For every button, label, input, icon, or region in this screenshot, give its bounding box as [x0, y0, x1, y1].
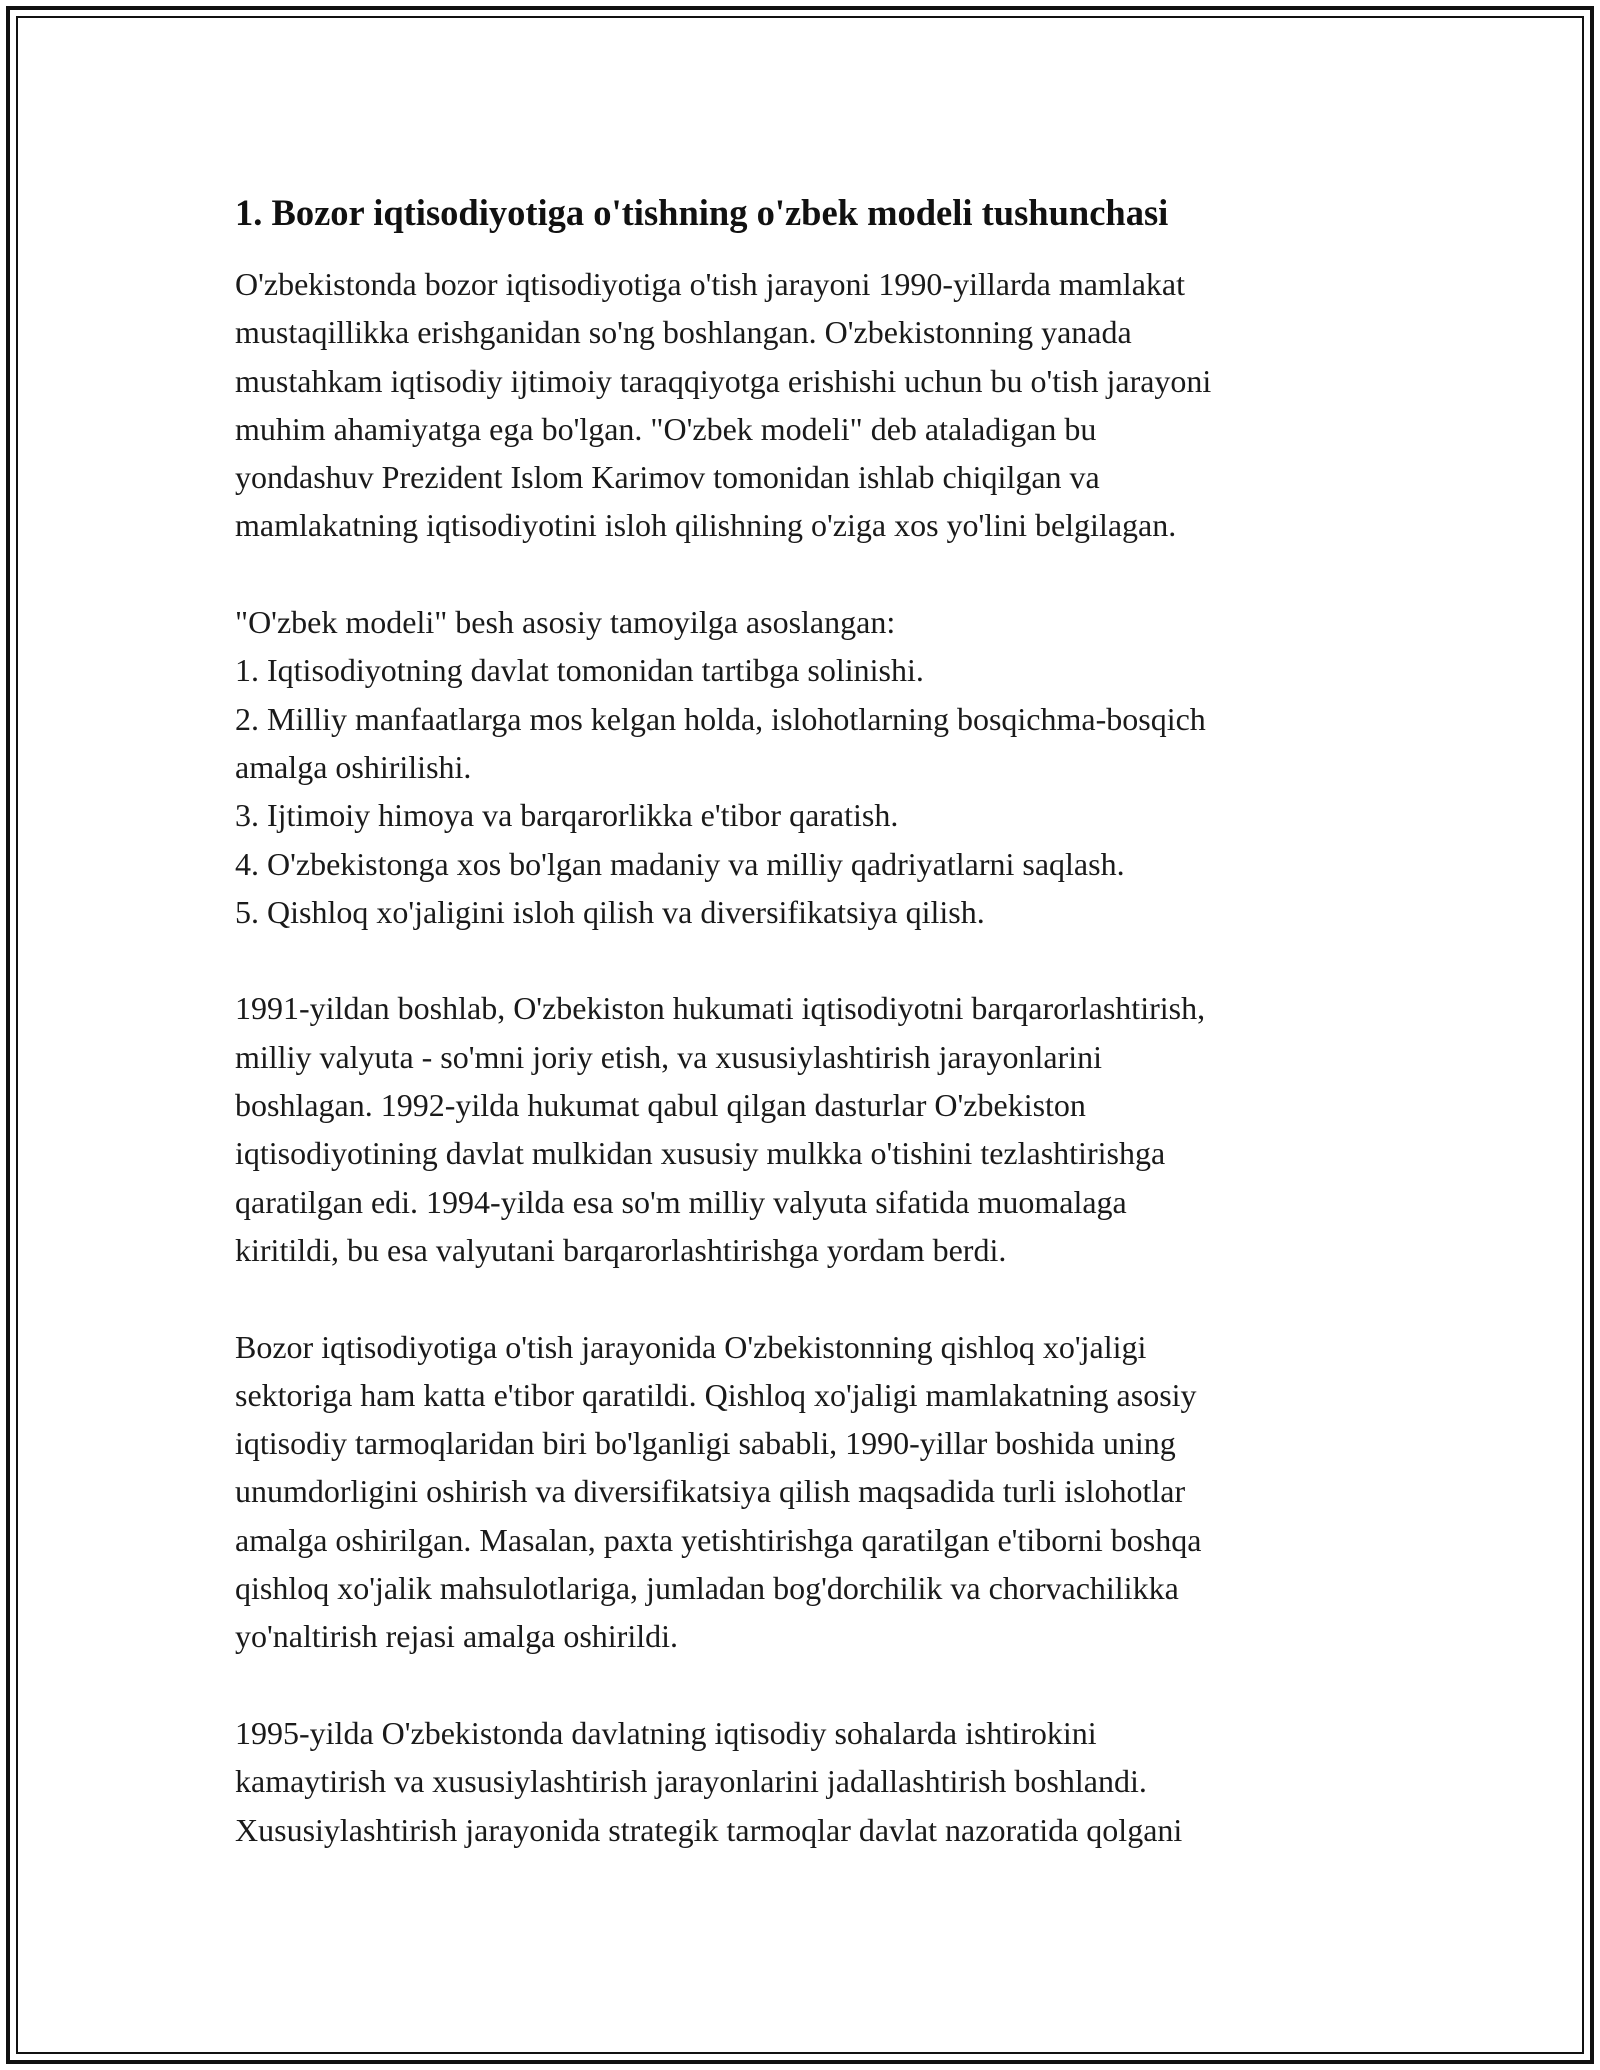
text-line: sektoriga ham katta e'tibor qaratildi. Qishloq xo'jaligi mamlakatning asosiy	[235, 1376, 1197, 1413]
document-title: 1. Bozor iqtisodiyotiga o'tishning o'zbek modeli tushunchasi	[235, 192, 1169, 233]
list-intro-line: "O'zbek modeli" besh asosiy tamoyilga asoslangan:	[235, 604, 896, 641]
text-line: kiritildi, bu esa valyutani barqarorlashtirishga yordam berdi.	[235, 1231, 1007, 1268]
list-item: 3. Ijtimoiy himoya va barqarorlikka e'tibor qaratish.	[235, 797, 899, 834]
document-body	[235, 188, 1385, 1902]
text-line: milliy valyuta - so'mni joriy etish, va xususiylashtirish jarayonlarini	[235, 1038, 1102, 1075]
paragraph-1991	[235, 984, 1385, 1274]
text-line: boshlagan. 1992-yilda hukumat qabul qilgan dasturlar O'zbekiston	[235, 1087, 1086, 1124]
text-line: mustaqillikka erishganidan so'ng boshlangan. O'zbekistonning yanada	[235, 314, 1132, 351]
paragraph-agriculture	[235, 1323, 1385, 1661]
text-line: qishloq xo'jalik mahsulotlariga, jumladan bog'dorchilik va chorvachilikka	[235, 1570, 1179, 1607]
text-line: muhim ahamiyatga ega bo'lgan. "O'zbek modeli" deb ataladigan bu	[235, 410, 1097, 447]
text-line: yondashuv Prezident Islom Karimov tomonidan ishlab chiqilgan va	[235, 459, 1100, 496]
text-line: 1995-yilda O'zbekistonda davlatning iqtisodiy sohalarda ishtirokini	[235, 1714, 1097, 1751]
text-line: amalga oshirilgan. Masalan, paxta yetishtirishga qaratilgan e'tiborni boshqa	[235, 1521, 1202, 1558]
text-line: mamlakatning iqtisodiyotini isloh qilishning o'ziga xos yo'lini belgilagan.	[235, 507, 1177, 544]
text-line: O'zbekistonda bozor iqtisodiyotiga o'tish jarayoni 1990-yillarda mamlakat	[235, 266, 1185, 302]
text-line: Xususiylashtirish jarayonida strategik tarmoqlar davlat nazoratida qolgani	[235, 1811, 1183, 1848]
list-item-continuation: amalga oshirilishi.	[235, 748, 472, 785]
text-line: kamaytirish va xususiylashtirish jarayonlarini jadallashtirish boshlandi.	[235, 1763, 1147, 1800]
text-line: unumdorligini oshirish va diversifikatsiya qilish maqsadida turli islohotlar	[235, 1473, 1186, 1510]
paragraph-principles-list	[235, 598, 1385, 936]
list-item: 1. Iqtisodiyotning davlat tomonidan tartibga solinishi.	[235, 652, 924, 689]
list-item: 4. O'zbekistonga xos bo'lgan madaniy va milliy qadriyatlarni saqlash.	[235, 845, 1125, 882]
text-line: qaratilgan edi. 1994-yilda esa so'm milliy valyuta sifatida muomalaga	[235, 1183, 1127, 1220]
text-line: mustahkam iqtisodiy ijtimoiy taraqqiyotga erishishi uchun bu o'tish jarayoni	[235, 362, 1212, 399]
text-line: iqtisodiyotining davlat mulkidan xususiy mulkka o'tishini tezlashtirishga	[235, 1135, 1166, 1172]
paragraph-1995	[235, 1709, 1385, 1854]
text-line: yo'naltirish rejasi amalga oshirildi.	[235, 1618, 678, 1655]
text-line: iqtisodiy tarmoqlaridan biri bo'lganligi sababli, 1990-yillar boshida uning	[235, 1425, 1176, 1462]
text-line: Bozor iqtisodiyotiga o'tish jarayonida O'zbekistonning qishloq xo'jaligi	[235, 1328, 1147, 1365]
paragraph-intro	[235, 260, 1385, 550]
list-item: 5. Qishloq xo'jaligini isloh qilish va diversifikatsiya qilish.	[235, 893, 985, 930]
list-item: 2. Milliy manfaatlarga mos kelgan holda, islohotlarning bosqichma-bosqich	[235, 700, 1206, 737]
text-line: 1991-yildan boshlab, O'zbekiston hukumati iqtisodiyotni barqarorlashtirish,	[235, 990, 1206, 1027]
